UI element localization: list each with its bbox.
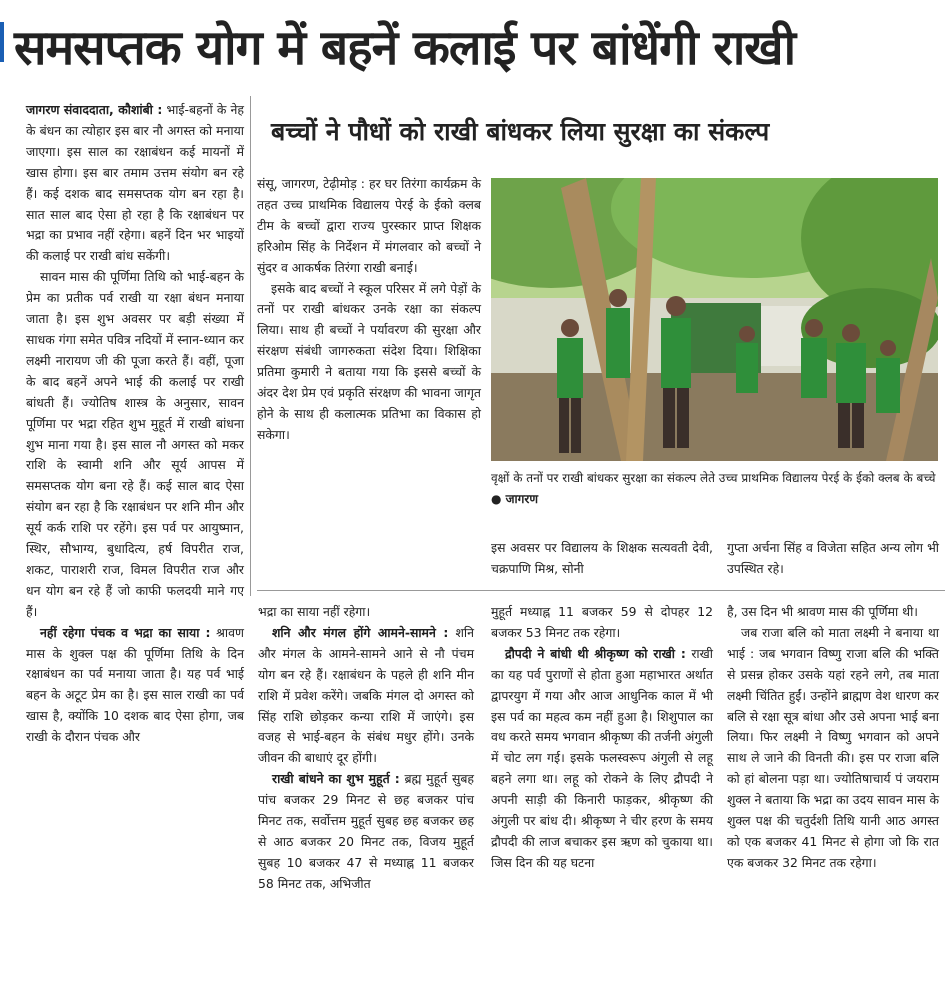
left-column — [26, 100, 244, 748]
column-divider — [250, 96, 251, 596]
story-paragraph: इस अवसर पर विद्यालय के शिक्षक सत्यवती देवी, चक्रपाणि मिश्र, सोनी — [491, 540, 713, 576]
intro-paragraph: जागरण संवाददाता, कौशांबी : भाई-बहनों के नेह के बंधन का त्योहार इस बार नौ अगस्त को मनाया जाएगा। इस साल का रक्षाबंधन कई मायनों में खास होगा। इस बार तमाम उत्तम संयोग बन रहे हैं। कई दशक बाद समसप्तक योग बन रहा है। सात साल बाद ऐसा हो रहा है कि रक्षाबंधन पर भद्रा का प्रभाव नहीं रहेगा। बहनें दिन भर भाइयों की कलाई पर राखी बांध सकेंगी। — [26, 102, 244, 264]
plant-story-column — [257, 174, 481, 446]
bottom-column-1 — [258, 602, 474, 895]
body-paragraph: सावन मास की पूर्णिमा तिथि को भाई-बहन के प्रेम का प्रतीक पर्व राखी या रक्षा बंधन मनाया जाता है। इस शुभ अवसर पर बड़ी संख्या में साधक गंगा समेत पवित्र नदियों में स्नान-ध्यान कर लक्ष्मी नारायण जी की पूजा करते हैं। वहीं, पूजा के बाद बहनें अपने भाई की कलाई पर राखी बांधती हैं। ज्योतिष शास्त्र के अनुसार, सावन पूर्णिमा पर भद्रा रहित शुभ मुहूर्त में राखी बांधना शुभ माना गया है। इस साल नौ अगस्त को मकर राशि के स्वामी शनि और सूर्य आपस में समसप्तक योग बना रहे हैं। कई साल बाद ऐसा संयोग बन रहा है कि रक्षाबंधन पर शनि मीन और सूर्य कर्क राशि पर रहेंगे। इस पर्व पर आयुष्मान, स्थिर, सौभाग्य, बुधादित्य, हर्ष विपरीत राज, शकट, पाराशरी राज, विमल विपरीत राज और धन योग बन रहे हैं जो काफी फलदयी माने गए हैं। — [26, 269, 244, 619]
bottom-column-3 — [727, 602, 939, 874]
body-paragraph: है, उस दिन भी श्रावण मास की पूर्णिमा थी। — [727, 604, 918, 619]
story-paragraph: संसू, जागरण, टेढ़ीमोड़ : हर घर तिरंगा कार्यक्रम के तहत उच्च प्राथमिक विद्यालय पेरई के ईको क्लब टीम के बच्चों द्वारा राज्य पुरस्कार प्राप्त शिक्षक हरिओम सिंह के निर्देशन में मंगलवार को बच्चों ने सुंदर व आकर्षक तिरंगा राखी बनाई। — [257, 176, 481, 275]
caption-text: वृक्षों के तनों पर राखी बांधकर सुरक्षा का संकल्प लेते उच्च प्राथमिक विद्यालय पेरई के ईको क्लब के बच्चे — [491, 471, 936, 485]
plant-story-col2 — [491, 538, 713, 580]
byline: जागरण संवाददाता, कौशांबी : — [26, 102, 163, 117]
story-paragraph: गुप्ता अर्चना सिंह व विजेता सहित अन्य लोग भी उपस्थित रहे। — [727, 540, 939, 576]
caption-credit: ● जागरण — [491, 492, 539, 506]
body-paragraph: जब राजा बलि को माता लक्ष्मी ने बनाया था भाई : जब भगवान विष्णु राजा बलि की भक्ति से प्रसन्न होकर उसके यहां रहने लगे, तब माता लक्ष्मी चिंतित हुईं। उन्होंने ब्राह्मण वेश धारण कर बलि से रक्षा सूत्र बांधा और उसे अपना भाई बना लिया। फिर लक्ष्मी ने विष्णु भगवान को अपने साथ ले जाने की विनती की। इस पर राजा बलि को हां बोलना पड़ा था। ज्योतिषाचार्य पं जयराम शुक्ल ने बताया कि भद्रा का उदय सावन मास के शुक्ल पक्ष की चतुर्दशी तिथि यानी आठ अगस्त को एक बजकर 41 मिनट से होगा जो कि रात एक बजकर 32 मिनट तक रहेगा। — [727, 624, 940, 870]
plant-story-col3 — [727, 538, 939, 580]
section-head: द्रौपदी ने बांधी थी श्रीकृष्ण को राखी : — [505, 645, 686, 661]
body-paragraph: भद्रा का साया नहीं रहेगा। — [258, 604, 371, 619]
section-divider — [257, 590, 945, 591]
bottom-column-2 — [491, 602, 713, 874]
body-paragraph: नहीं रहेगा पंचक व भद्रा का साया : श्रावण मास के शुक्ल पक्ष की पूर्णिमा तिथि के दिन रक्षाबंधन का पर्व मनाया जाता है। यह पर्व भाई बहन के अटूट प्रेम का है। इस साल राखी का पर्व खास है, क्योंकि 10 दशक बाद ऐसा होगा, जब राखी के दौरान पंचक और — [26, 624, 244, 745]
photo-illustration — [491, 178, 938, 461]
photo-caption — [491, 468, 939, 510]
section-head: शनि और मंगल होंगे आमने-सामने : — [272, 624, 449, 640]
sub-headline: बच्चों ने पौधों को राखी बांधकर लिया सुरक्षा का संकल्प — [271, 117, 770, 146]
main-headline: समसप्तक योग में बहनें कलाई पर बांधेंगी राखी — [14, 20, 796, 76]
accent-bar — [0, 22, 4, 62]
section-head: राखी बांधने का शुभ मुहूर्त : — [272, 771, 400, 787]
story-paragraph: इसके बाद बच्चों ने स्कूल परिसर में लगे पेड़ों के तनों पर राखी बांधकर उनके रक्षा का संकल्प लिया। साथ ही बच्चों ने पर्यावरण की सुरक्षा और संरक्षण संबंधी जागरुकता संदेश दिया। शिक्षिका प्रतिमा कुमारी ने बताया गया कि इससे बच्चों के अंदर देश प्रेम एवं प्रकृति संरक्षण की भावना जागृत होने के साथ ही कलात्मक प्रतिभा का विकास हो सकेगा। — [257, 280, 481, 442]
news-photo — [491, 178, 938, 461]
body-paragraph: मुहूर्त मध्याह्न 11 बजकर 59 से दोपहर 12 बजकर 53 मिनट तक रहेगा। — [491, 604, 713, 640]
body-paragraph: द्रौपदी ने बांधी थी श्रीकृष्ण को राखी : राखी का यह पर्व पुराणों से होता हुआ महाभारत अर्थात द्वापरयुग में गया और आज आधुनिक काल में भी इस पर्व का महत्व कम नहीं हुआ है। शिशुपाल का वध करते समय भगवान श्रीकृष्ण की तर्जनी अंगुली में चोट लग गई। इसके फलस्वरूप अंगुली से लहू बहने लगा था। लहू को रोकने के लिए द्रौपदी ने अपनी साड़ी की किनारी फाड़कर, श्रीकृष्ण की अंगुली पर बांध दी। श्रीकृष्ण ने चीर हरण के समय द्रौपदी की लाज बचाकर इस ऋण को चुकाया था। जिस दिन की यह घटना — [491, 645, 713, 870]
section-head: नहीं रहेगा पंचक व भद्रा का साया : — [40, 624, 211, 640]
body-paragraph: राखी बांधने का शुभ मुहूर्त : ब्रह्म मुहूर्त सुबह पांच बजकर 29 मिनट से छह बजकर पांच मिनट तक, सर्वोत्तम मुहूर्त सुबह छह बजकर छह से आठ बजकर 20 मिनट तक, विजय मुहूर्त सुबह 10 बजकर 47 से मध्याह्न 11 बजकर 58 मिनट तक, अभिजीत — [258, 771, 474, 891]
body-paragraph: शनि और मंगल होंगे आमने-सामने : शनि और मंगल के आमने-सामने आने से नौ पंचम योग बन रहे हैं। रक्षाबंधन के पहले ही शनि मीन राशि में प्रवेश करेंगे। जबकि मंगल दो अगस्त को सिंह राशि छोड़कर कन्या राशि में जाएंगे। इस वजह से भाई-बहन के संबंध मधुर होंगे। उनके जीवन की बाधाएं दूर होंगी। — [258, 624, 474, 766]
